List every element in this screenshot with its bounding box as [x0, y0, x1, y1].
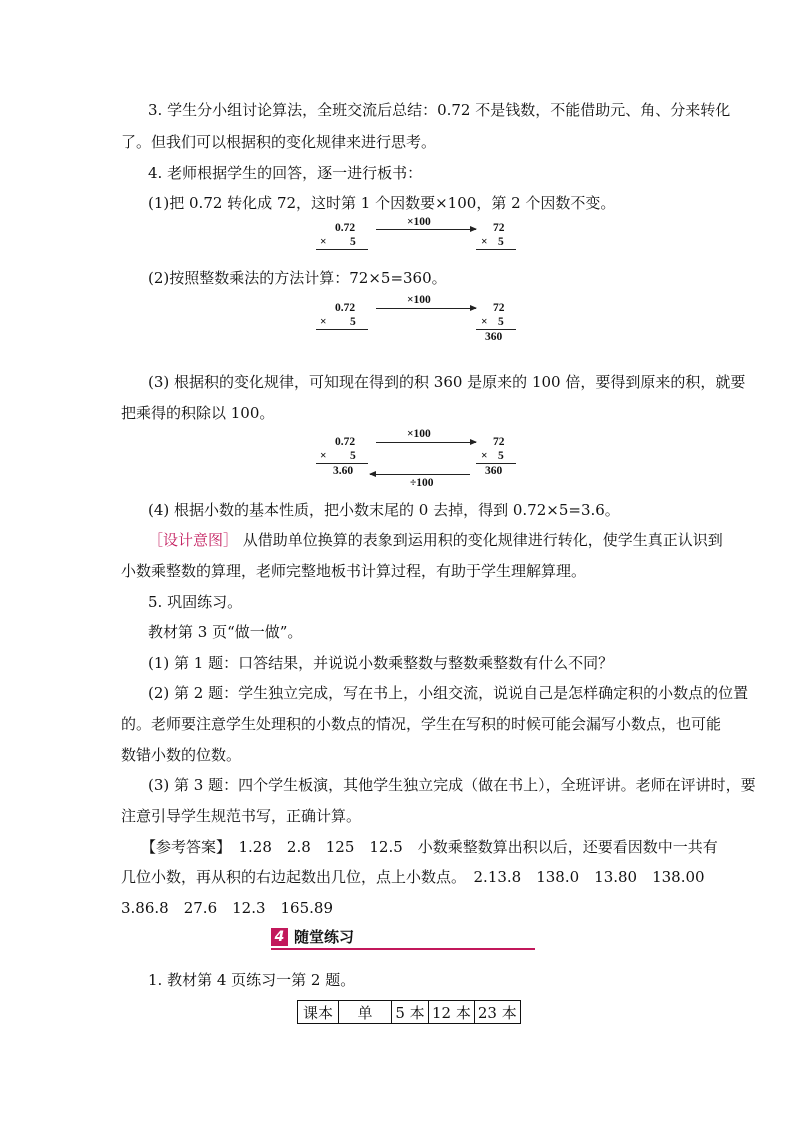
calc-rule: [476, 329, 516, 330]
divide-arrow: [370, 474, 470, 475]
design-intent-line-1: [148, 530, 723, 550]
design-intent-text: 从借助单位换算的表象到运用积的变化规律进行转化，使学生真正认识到: [242, 531, 723, 549]
times-sign: ×: [481, 236, 488, 248]
exercise-line: 1. 教材第 4 页练习一第 2 题。: [148, 971, 356, 989]
factor-integer: 5: [498, 236, 504, 248]
answers-line-1: 【参考答案】 1.28 2.8 125 12.5 小数乘整数算出积以后，还要看因数中一共有: [141, 838, 718, 856]
factor-whole: 72: [493, 302, 505, 314]
calc-rule: [316, 249, 368, 250]
factor-integer: 5: [498, 450, 504, 462]
multiply-arrow: [376, 229, 476, 230]
factor-decimal: 0.72: [335, 302, 356, 314]
step-3-line-2: 把乘得的积除以 100。: [121, 404, 275, 422]
factor-integer: 5: [350, 316, 356, 328]
times-sign: ×: [481, 450, 488, 462]
step-2: (2)按照整数乘法的方法计算：72×5=360。: [148, 269, 447, 287]
table-cell: 单: [339, 1001, 392, 1024]
calc-rule: [316, 463, 368, 464]
section-title: 随堂练习: [294, 928, 355, 946]
table-row: [298, 1001, 521, 1024]
section-number-badge: 4: [271, 928, 288, 946]
answers-line-3: 3.86.8 27.6 12.3 165.89: [121, 899, 333, 917]
design-intent-label: ［设计意图］: [148, 531, 239, 549]
times-sign: ×: [481, 316, 488, 328]
paragraph-3-line-2: 了。但我们可以根据积的变化规律来进行思考。: [121, 133, 437, 151]
product: 360: [485, 465, 503, 477]
question-3-line-2: 注意引导学生规范书写，正确计算。: [121, 807, 362, 825]
section-underline: [271, 948, 535, 950]
calc-rule: [476, 249, 516, 250]
table-cell: 课本: [298, 1001, 339, 1024]
times-sign: ×: [320, 450, 327, 462]
times-sign: ×: [320, 316, 327, 328]
multiply-label: ×100: [407, 294, 431, 306]
question-2-line-3: 数错小数的位数。: [121, 746, 242, 764]
question-2-line-1: (2) 第 2 题：学生独立完成，写在书上，小组交流，说说自己是怎样确定积的小数点的位置: [148, 684, 749, 702]
question-2-line-2: 的。老师要注意学生处理积的小数点的情况，学生在写积的时候可能会漏写小数点，也可能: [121, 715, 722, 733]
factor-decimal: 0.72: [335, 222, 356, 234]
factor-whole: 72: [493, 222, 505, 234]
product: 360: [485, 331, 503, 343]
paragraph-3-line-1: 3. 学生分小组讨论算法，全班交流后总结：0.72 不是钱数，不能借助元、角、分来转化: [148, 101, 731, 119]
question-3-line-1: (3) 第 3 题：四个学生板演，其他学生独立完成（做在书上），全班评讲。老师在评讲时，要: [148, 776, 756, 794]
factor-integer: 5: [498, 316, 504, 328]
step-1: (1)把 0.72 转化成 72，这时第 1 个因数要×100，第 2 个因数不变。: [148, 194, 616, 212]
table-cell: 23 本: [474, 1001, 520, 1024]
multiply-arrow: [376, 308, 476, 309]
factor-decimal: 0.72: [335, 436, 356, 448]
answers-line-2: 几位小数，再从积的右边起数出几位，点上小数点。 2.13.8 138.0 13.80 138.00: [121, 868, 705, 886]
factor-whole: 72: [493, 436, 505, 448]
calc-rule: [476, 463, 516, 464]
factor-integer: 5: [350, 450, 356, 462]
table-cell: 5 本: [392, 1001, 429, 1024]
multiply-arrow: [376, 442, 476, 443]
step-3-line-1: (3) 根据积的变化规律，可知现在得到的积 360 是原来的 100 倍，要得到原来的积，就要: [148, 373, 746, 391]
step-4: (4) 根据小数的基本性质，把小数末尾的 0 去掉，得到 0.72×5=3.6。: [148, 501, 620, 519]
divide-label: ÷100: [410, 477, 434, 489]
factor-integer: 5: [350, 236, 356, 248]
result: 3.60: [333, 465, 354, 477]
exercise-table: [297, 1000, 521, 1024]
textbook-reference: 教材第 3 页“做一做”。: [148, 623, 303, 641]
paragraph-4: 4. 老师根据学生的回答，逐一进行板书：: [148, 164, 423, 182]
multiply-label: ×100: [407, 216, 431, 228]
design-intent-line-2: 小数乘整数的算理，老师完整地板书计算过程，有助于学生理解算理。: [121, 562, 587, 580]
times-sign: ×: [320, 236, 327, 248]
question-1: (1) 第 1 题：口答结果，并说说小数乘整数与整数乘整数有什么不同？: [148, 654, 614, 672]
table-cell: 12 本: [429, 1001, 475, 1024]
multiply-label: ×100: [407, 428, 431, 440]
calc-rule: [316, 329, 368, 330]
paragraph-5: 5. 巩固练习。: [148, 593, 243, 611]
